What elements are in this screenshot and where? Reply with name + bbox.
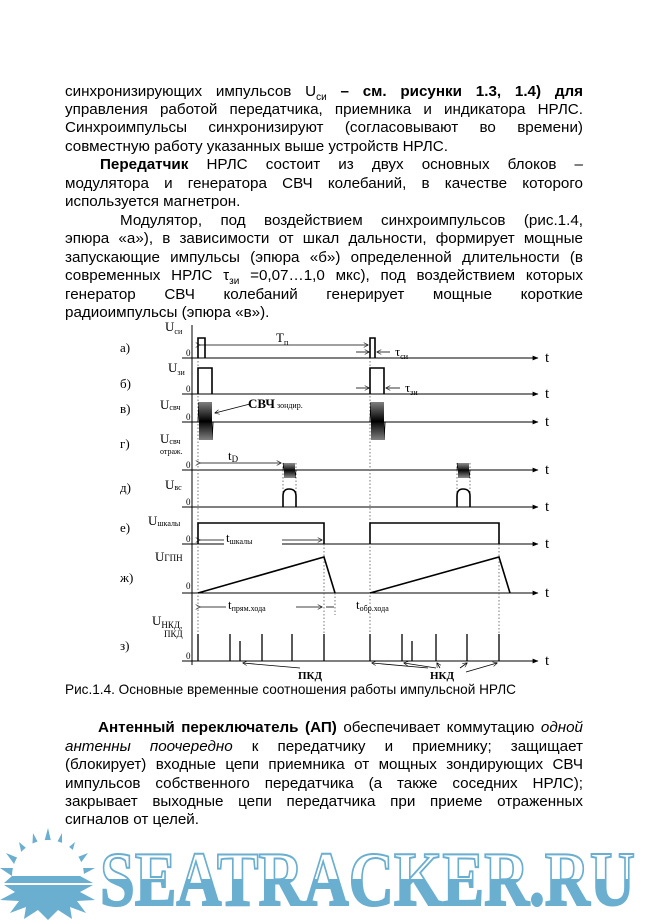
svg-text:0: 0 <box>186 581 191 591</box>
svg-text:t: t <box>545 653 550 669</box>
pkd-label: ПКД <box>298 670 323 682</box>
t-pryam-label: tпрям.хода <box>228 597 266 613</box>
y-label: $U_{НКД,}$ <box>152 613 183 630</box>
text-line: запускающие импульсы (эпюра «б») определенной длительности (в <box>65 249 583 266</box>
row-label: д) <box>120 480 131 495</box>
text-line: закрывает выходные цепи передатчика при приеме отраженных <box>65 793 583 810</box>
svg-text:0: 0 <box>186 460 191 470</box>
text-line: генератор СВЧ колебаний генерирует мощные короткие <box>65 286 583 303</box>
marker-spikes <box>198 634 499 661</box>
zero-labels <box>186 348 191 661</box>
y-label: UГПН <box>155 549 183 564</box>
text-line: управления работой передатчика, приемника и индикатора НРЛС. <box>65 101 583 118</box>
svg-text:0: 0 <box>186 534 191 544</box>
text-line: Антенный переключатель (АП) обеспечивает коммутацию одной <box>98 719 583 736</box>
text-line: эпюра «а»), в зависимости от шкал дальности, формирует мощные <box>65 230 583 247</box>
y-label: Uсвч <box>160 397 181 412</box>
sync-pulse <box>198 338 205 358</box>
video-pulse <box>457 489 470 507</box>
svg-text:t: t <box>545 414 550 430</box>
echo-burst <box>457 463 470 478</box>
y-label: Uвс <box>165 477 182 492</box>
sweep-ramp <box>370 557 510 593</box>
svg-text:t: t <box>545 350 550 366</box>
svg-text:t: t <box>545 386 550 402</box>
echo-burst <box>283 463 296 478</box>
y-label: $U_{си}$ <box>165 319 183 336</box>
row-label: ж) <box>120 570 134 585</box>
microwave-burst <box>370 402 385 440</box>
svg-text:0: 0 <box>186 412 191 422</box>
sweep-ramp <box>198 557 335 593</box>
text-line: сигналов от целей. <box>65 811 199 828</box>
text-line: импульсов собственного передатчика (а также соседних НРЛС); <box>65 775 583 792</box>
row-label: б) <box>120 376 131 391</box>
y-label: $U_{зи}$ <box>168 360 185 377</box>
y-label: ПКД <box>164 629 183 639</box>
svg-text:0: 0 <box>186 384 191 394</box>
tau-si-label: $\tau_{си}$ <box>395 344 409 361</box>
row-label: а) <box>120 340 131 355</box>
y-label: Uшкалы <box>148 513 181 528</box>
diagram-labels <box>119 319 550 682</box>
range-gate <box>370 523 499 544</box>
text-line: синхронизирующих импульсов $U_{си}$ – см. рисунки 1.3, 1.4) для <box>65 83 583 104</box>
text-line: современных НРЛС $\tau_{зи}$ =0,07…1,0 мкс), под воздействием которых <box>65 267 583 288</box>
y-label: отраж. <box>160 447 183 456</box>
text-line: Передатчик НРЛС состоит из двух основных блоков – <box>100 156 583 173</box>
svg-text:t: t <box>545 499 550 515</box>
text-line: совместную работу указанных выше устройств НРЛС. <box>65 138 448 155</box>
svg-text:0: 0 <box>186 651 191 661</box>
text-line: модулятора и генератора СВЧ колебаний, в качестве которого <box>65 175 583 192</box>
row-label: в) <box>120 401 131 416</box>
term-transmitter: Передатчик <box>100 156 189 173</box>
video-pulse <box>283 489 296 507</box>
axes <box>182 325 538 665</box>
trigger-pulse <box>198 368 212 394</box>
t-shkaly-label: tшкалы <box>226 530 253 546</box>
svch-label: СВЧ зондир. <box>248 396 303 411</box>
svg-text:0: 0 <box>186 348 191 358</box>
svg-text:t: t <box>545 585 550 601</box>
watermark-logo-text: SEATRACKER.RU <box>100 836 635 920</box>
nkd-label: НКД <box>430 670 455 682</box>
row-label: г) <box>120 436 130 451</box>
t-axis-labels <box>545 350 550 669</box>
svg-text:t: t <box>545 536 550 552</box>
text-line: антенны поочередно к передатчику и приемнику; защищает <box>65 738 583 755</box>
svg-text:t: t <box>545 462 550 478</box>
text-line: радиоимпульсы (эпюра «в»). <box>65 304 270 321</box>
t-obr-label: tобр.хода <box>356 597 389 613</box>
figure-caption: Рис.1.4. Основные временные соотношения работы импульсной НРЛС <box>65 682 516 697</box>
term-antenna-switch: Антенный переключатель (АП) <box>98 719 337 736</box>
svg-text:0: 0 <box>186 497 191 507</box>
watermark-sun-logo <box>0 828 95 920</box>
tD-label: tD <box>228 448 239 464</box>
row-label: з) <box>120 638 130 653</box>
text-line: Модулятор, под воздействием синхроимпульсов (рис.1.4, <box>120 212 583 229</box>
microwave-burst <box>198 402 213 440</box>
y-label: Uсвч <box>160 431 181 446</box>
period-label: $T_п$ <box>276 330 289 347</box>
text-line: Синхроимпульсы синхронизируют (согласовывают во времени) <box>65 119 583 136</box>
text-line: используется магнетрон. <box>65 193 241 210</box>
sync-pulse <box>370 338 375 358</box>
row-label: е) <box>120 520 131 535</box>
text-line: (блокирует) входные цепи приемника от мощных зондирующих СВЧ <box>65 756 583 773</box>
trigger-pulse <box>370 368 384 394</box>
tau-zi-label: $\tau_{зи}$ <box>405 380 418 397</box>
